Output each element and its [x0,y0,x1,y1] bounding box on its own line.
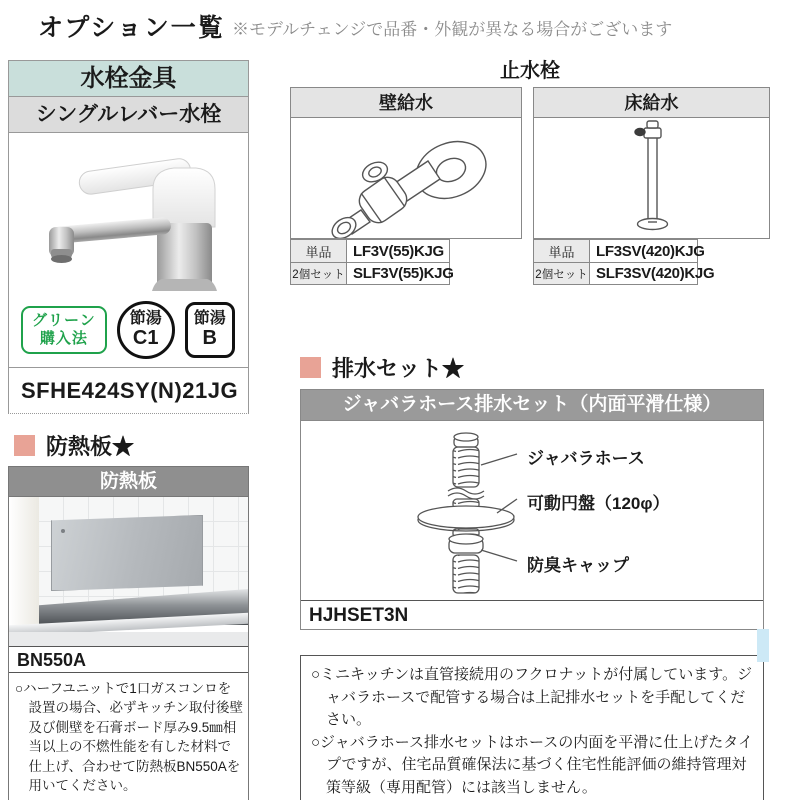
heat-shield-note [9,672,248,800]
cap-label: 防臭キャップ [527,556,629,575]
heat-shield-photo [9,496,248,646]
green-purchase-law-badge [21,306,107,354]
table-row [534,262,715,284]
drain-set-section-label: 排水セット★ [332,356,465,381]
drain-set-section-title [300,352,464,383]
wall-supply-panel [290,87,522,239]
drain-notes-box [300,655,764,800]
wall-supply-header: 壁給水 [291,88,521,118]
faucet-photo [9,133,248,367]
table-row [291,240,449,262]
green-badge-line1: グリーン [32,312,96,329]
wall-supply-part-table [290,239,454,285]
eco-badges [21,301,235,359]
heat-shield-header: 防熱板 [9,467,248,496]
table-row [291,262,454,284]
floor-supply-panel [533,87,770,239]
heat-shield-model-number: BN550A [9,646,248,672]
water-saving-b-badge: 節湯 B [185,302,235,358]
faucet-model-number: SFHE424SY(N)21JG [9,367,248,413]
floor-supply-header: 床給水 [534,88,769,118]
heat-shield-note-text: ○ハーフユニットで1口ガスコンロを設置の場合、必ずキッチン取付後壁及び側壁を石膏ボード厚み9.5㎜相当以上の不燃性能を有した材料で仕上げ、合わせて防熱板BN550Aを用いてください。 [15,681,244,794]
row-label: 2個セット [534,263,590,284]
row-label: 単品 [291,240,347,262]
pink-square-icon [300,357,321,378]
faucet-category-header: 水栓金具 [9,61,248,97]
drain-note-2: ○ジャバラホース排水セットはホースの内面を平滑に仕上げたタイプですが、住宅品質確保法に基づく住宅性能評価の維持管理対策等級（専用配管）には該当しません。 [311,733,753,796]
cabinet-base [9,632,248,646]
hose-label: ジャバラホース [527,449,645,468]
row-value: LF3SV(420)KJG [596,242,705,260]
row-value: SLF3SV(420)KJG [596,265,715,282]
table-row [534,240,705,262]
page-title: オプション一覧 [38,14,225,42]
row-label: 単品 [534,240,590,262]
pink-square-icon [14,435,35,456]
faucet-type-header: シングルレバー水栓 [9,97,248,133]
heat-shield-panel [8,466,249,800]
row-value: SLF3V(55)KJG [353,265,454,282]
drain-set-diagram [301,420,763,600]
single-lever-faucet-image [13,135,245,303]
disc-label: 可動円盤（120φ） [527,494,670,513]
row-value: LF3V(55)KJG [353,242,444,260]
drain-set-panel [300,389,764,630]
wall-supply-valve-image [291,118,521,238]
heat-shield-section-title [14,430,134,461]
row-label: 2個セット [291,263,347,284]
green-badge-line2: 購入法 [39,330,88,347]
drain-note-1: ○ミニキッチンは直管接続用のフクロナットが付属しています。ジャバラホースで配管する場合は上記排水セットを手配してください。 [311,666,753,728]
heat-shield-section-label: 防熱板★ [46,434,135,459]
faucet-panel [8,60,249,414]
scan-edge-artifact [757,629,769,662]
stop-valve-section-title: 止水栓 [500,60,560,82]
water-saving-c1-badge: 節湯 C1 [117,301,175,359]
drain-set-model-number: HJHSET3N [301,600,763,629]
heat-shield-plate [51,515,203,591]
floor-supply-part-table [533,239,715,285]
drain-set-header: ジャバラホース排水セット（内面平滑仕様） [301,390,763,420]
page-title-note: ※モデルチェンジで品番・外観が異なる場合がございます [232,20,673,39]
floor-supply-valve-image [534,118,769,238]
screw-dot [61,529,65,533]
